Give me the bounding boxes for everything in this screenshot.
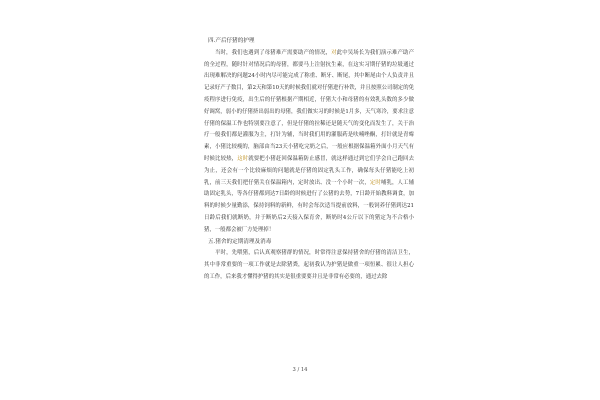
- document-body: [204, 36, 414, 284]
- paragraph-postpartum-care: [204, 48, 414, 237]
- section-heading-4: 四.产后仔猪的护理: [208, 38, 255, 44]
- paragraph-cleaning: 平时，先喂猪，后认真观察猪群的情况，时常得注意保持猪舍的仔猪的清洁卫生，其中非常重要的一项工作就是去除猪粪，起初我认为护猪是做重一项恒累、很让人担心的工作，后来我才懂得护猪的其实是很重要要并且是非常有必要的，通过去除: [204, 250, 414, 280]
- page-number: 3 / 14: [292, 367, 308, 373]
- highlighted-text: 定时: [369, 179, 381, 186]
- body-text: 哺乳，人工辅助固定乳头，等各仔猪都到达7日龄的时候进行了公猪的去势，7日龄开始教料调食，加料的时候少量勤添，保持饲料的新鲜，有时会每次适当提前放料，一般饲养仔猪到达21日龄后我们就断奶，并于断奶后2天接入保育舍，断奶时4公斤以下的猪定为不合格小猪，一般都会被厂方处理掉！: [204, 179, 414, 233]
- body-text: 此中吴场长为我们演示难产助产的全过程，随时针对情况后的母猪，都要马上注射抗生素，在这实习期仔猪的垃圾通过出现难解决的问题24小时内尽可能完成了称重、断牙、断尾，其中断尾由个人负责并且记录好产子数目，第2天和第10天的时候我们就对仔猪进行补铁，并且按照公司制定的免疫程序进行免疫，出生后的仔猪根据产期相近，仔猪大小和母猪的有效乳头数的多少做好调窝，弱小的仔猪挤出弱出的母猪，我们做实习的时候是1月多，天气寒冷，要求注意仔猪的保温工作也特别要注意了，但是仔猪的拉稀还是随天气的变化而发生了，关于治疗一般我们都是灌服为主，打针为辅，当时我们用的灌服药是呋喃唑酮，打针就是青霉素，小猪比较瘦的，脑部由当23天小猪吃完奶之后，一般应根据保温箱外面小月天气有时候比较热，: [204, 49, 414, 162]
- section-heading-5: 五.猪舍的定期清理及消毒: [208, 238, 272, 245]
- highlighted-text: 这时: [237, 155, 249, 162]
- highlighted-text: 对: [331, 49, 337, 56]
- body-text: 就要把小猪赶回保温箱防止感冒，就这样通过到它们学会自己跑回去为止，还会有一个比较麻烦的问题就是仔猪的固定乳头工作，确保每头仔猪能吃上初乳，前三天我们把仔猪关在保温箱内，定时放出、没一个小时一次，: [204, 155, 414, 186]
- body-text: 当时，我们也遇到了母猪难产需要助产的情况，: [215, 49, 332, 56]
